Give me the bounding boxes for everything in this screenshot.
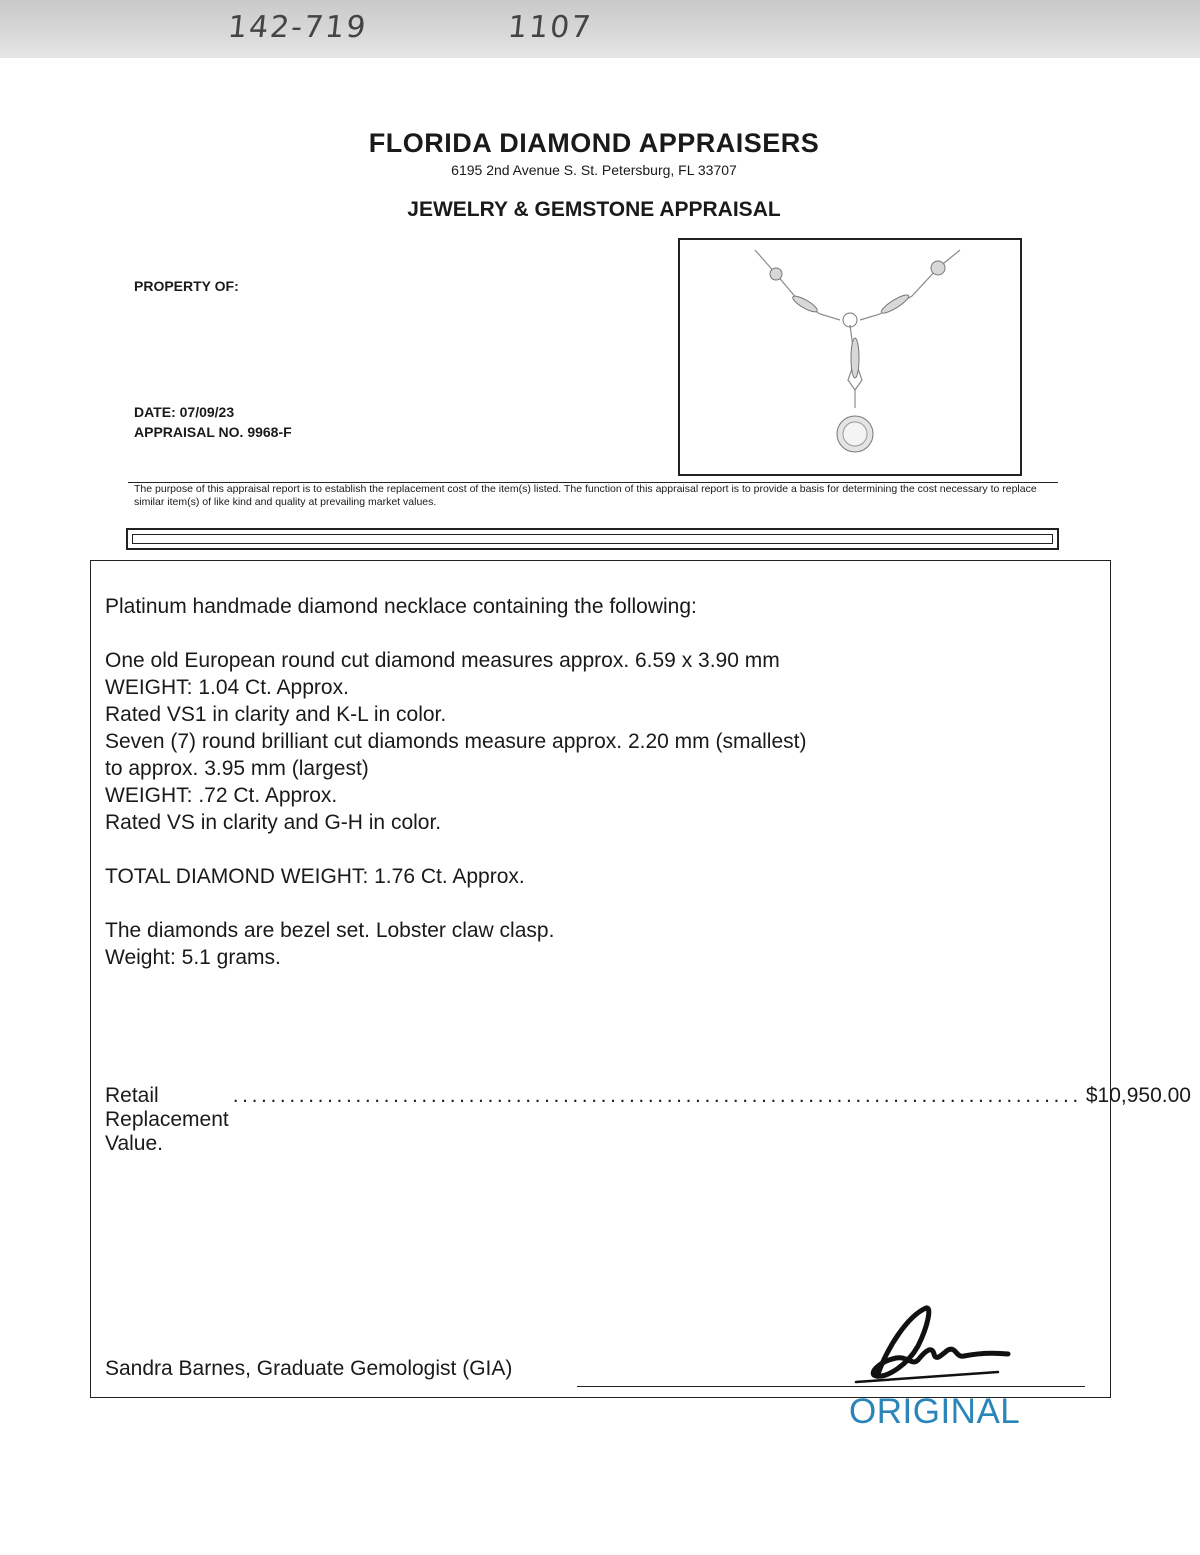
scan-edge-strip (0, 0, 1200, 58)
double-rule-bar (126, 528, 1059, 550)
necklace-illustration (680, 240, 1020, 474)
side-stones-line: Seven (7) round brilliant cut diamonds measure approx. 2.20 mm (smallest) (105, 730, 807, 753)
handwritten-note-number: 1107 (506, 10, 595, 45)
handwritten-note-stock: 142-719 (226, 10, 370, 45)
appraiser-name: Sandra Barnes, Graduate Gemologist (GIA) (105, 1357, 513, 1380)
center-stone-line: One old European round cut diamond measures approx. 6.59 x 3.90 mm (105, 649, 780, 672)
side-stones-line-2: to approx. 3.95 mm (largest) (105, 757, 369, 780)
appraisal-number-label: APPRAISAL NO. (134, 424, 244, 440)
appraisal-number-value: 9968-F (247, 424, 292, 440)
side-weight-line: WEIGHT: .72 Ct. Approx. (105, 784, 338, 807)
purpose-statement: The purpose of this appraisal report is to establish the replacement cost of the item(s) listed. The function of this appraisal report is to provide a basis for determining the cost necessary to replace similar item(s) of like kind and quality at prevailing market values. (134, 483, 1037, 508)
company-name: FLORIDA DIAMOND APPRAISERS (368, 128, 820, 158)
appraisal-number-line (134, 424, 292, 440)
dot-leader: .......................................................................................... (232, 1084, 1082, 1107)
total-weight-line: TOTAL DIAMOND WEIGHT: 1.76 Ct. Approx. (105, 865, 525, 888)
valuation-row (105, 1084, 1191, 1156)
company-address: 6195 2nd Avenue S. St. Petersburg, FL 33707 (451, 162, 737, 178)
valuation-amount: $10,950.00 (1085, 1084, 1191, 1107)
date-label: DATE: (134, 404, 176, 420)
setting-line: The diamonds are bezel set. Lobster claw clasp. (105, 919, 555, 942)
document-title: JEWELRY & GEMSTONE APPRAISAL (407, 198, 781, 221)
date-line (134, 404, 234, 420)
property-of-label: PROPERTY OF: (134, 278, 239, 294)
side-grade-line: Rated VS in clarity and G-H in color. (105, 811, 442, 834)
signature-mark (848, 1296, 1018, 1396)
metal-weight-line: Weight: 5.1 grams. (105, 946, 281, 969)
center-weight-line: WEIGHT: 1.04 Ct. Approx. (105, 676, 349, 699)
center-grade-line: Rated VS1 in clarity and K-L in color. (105, 703, 447, 726)
description-intro: Platinum handmade diamond necklace containing the following: (105, 595, 697, 618)
necklace-photo (678, 238, 1022, 476)
valuation-label: Retail Replacement Value. (105, 1084, 229, 1155)
date-value: 07/09/23 (179, 404, 235, 420)
item-description (105, 593, 1065, 971)
original-stamp: ORIGINAL (849, 1392, 1021, 1431)
